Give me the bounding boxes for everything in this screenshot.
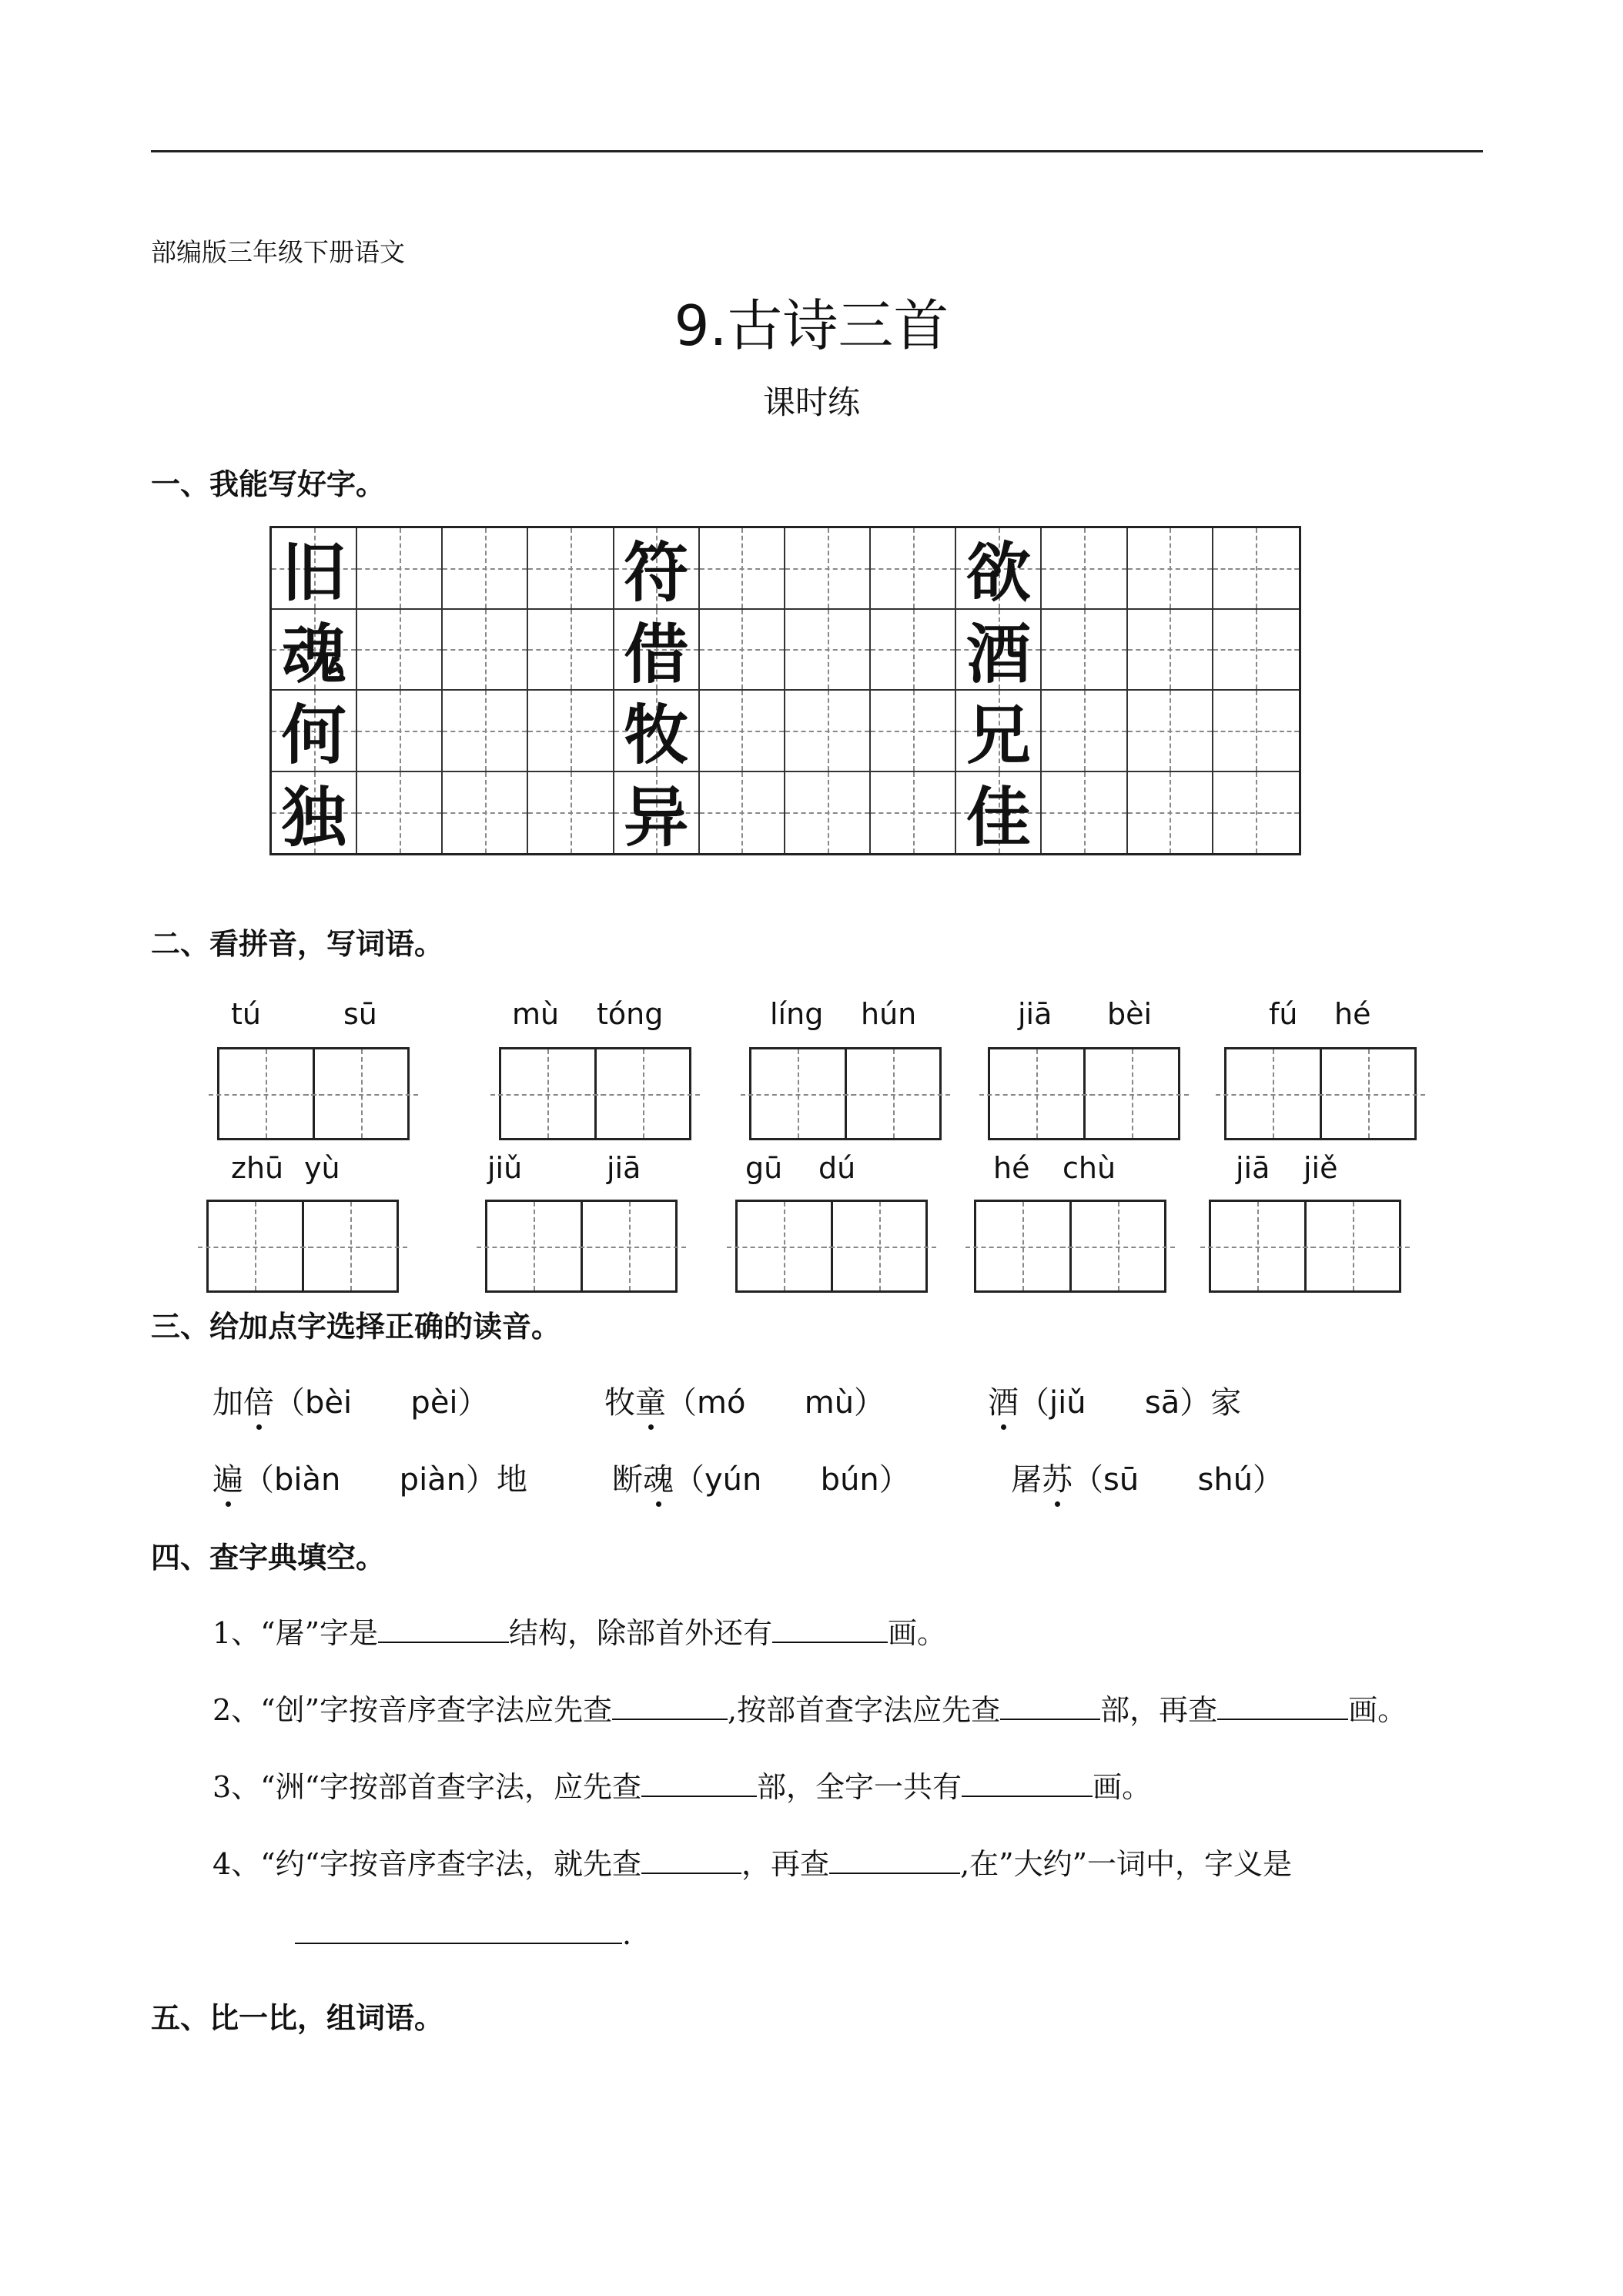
pinyin-syllable: líng	[770, 997, 824, 1031]
writing-grid[interactable]	[269, 526, 1301, 855]
grid-cell[interactable]	[871, 610, 956, 691]
section-2-heading: 二、看拼音，写词语。	[151, 927, 444, 961]
dotted-char: 魂	[643, 1462, 674, 1498]
pinyin-syllable: bèi	[1107, 997, 1153, 1031]
dotted-char: 酒	[988, 1385, 1019, 1421]
section-3-heading: 三、给加点字选择正确的读音。	[151, 1310, 561, 1344]
model-char: 独	[281, 778, 346, 855]
model-char: 何	[281, 697, 346, 774]
grid-cell[interactable]	[443, 772, 528, 854]
option[interactable]: sā）	[1144, 1385, 1211, 1421]
answer-blank[interactable]	[1000, 1718, 1100, 1720]
pinyin-syllable: jiā	[607, 1151, 641, 1185]
grid-cell[interactable]	[357, 528, 443, 610]
grid-cell[interactable]	[272, 691, 357, 772]
grid-cell[interactable]	[700, 691, 785, 772]
model-char: 符	[624, 534, 689, 611]
word-writing-box[interactable]	[1224, 1047, 1417, 1140]
grid-cell[interactable]	[357, 691, 443, 772]
pinyin-syllable: tóng	[597, 997, 664, 1031]
reading-item: 遍（biàn piàn）地	[212, 1462, 528, 1498]
dotted-char: 倍	[243, 1385, 274, 1421]
model-char: 魂	[281, 615, 346, 692]
grid-cell[interactable]	[956, 691, 1042, 772]
option[interactable]: bún）	[820, 1462, 910, 1498]
dotted-char: 童	[635, 1385, 666, 1421]
grid-cell[interactable]	[956, 772, 1042, 854]
model-char: 旧	[281, 534, 346, 611]
grid-cell[interactable]	[1213, 610, 1299, 691]
dictionary-question: 4、“约“字按音序查字法，就先查 ，再查 ,在”大约”一词中，字义是	[212, 1847, 1292, 1881]
grid-cell[interactable]	[272, 528, 357, 610]
grid-cell[interactable]	[528, 691, 614, 772]
model-char: 酒	[965, 615, 1031, 692]
answer-blank[interactable]	[378, 1641, 509, 1643]
grid-cell[interactable]	[443, 610, 528, 691]
grid-cell[interactable]	[528, 528, 614, 610]
reading-item: 屠苏（sū shú）	[1011, 1462, 1284, 1498]
grid-cell[interactable]	[785, 691, 871, 772]
pinyin-syllable: hé	[1334, 997, 1371, 1031]
word-writing-box[interactable]	[974, 1200, 1166, 1293]
grid-cell[interactable]	[1128, 691, 1213, 772]
pinyin-syllable: mù	[512, 997, 560, 1031]
option[interactable]: （jiǔ	[1019, 1385, 1086, 1421]
reading-item: 酒（jiǔ sā）家	[988, 1385, 1242, 1421]
grid-cell[interactable]	[357, 772, 443, 854]
option[interactable]: （yún	[674, 1462, 762, 1498]
grid-cell[interactable]	[272, 610, 357, 691]
grid-cell[interactable]	[272, 772, 357, 854]
model-char: 异	[624, 778, 689, 855]
grid-cell[interactable]	[1128, 528, 1213, 610]
grid-cell[interactable]	[785, 772, 871, 854]
dictionary-question: 3、“洲“字按部首查字法，应先查 部，全字一共有 画。	[212, 1770, 1152, 1804]
grid-cell[interactable]	[528, 610, 614, 691]
answer-blank[interactable]	[1217, 1718, 1348, 1720]
grid-cell[interactable]	[1042, 610, 1127, 691]
answer-blank[interactable]	[772, 1641, 888, 1643]
grid-cell[interactable]	[443, 528, 528, 610]
option[interactable]: piàn）	[399, 1462, 497, 1498]
grid-cell[interactable]	[1128, 610, 1213, 691]
word-writing-box[interactable]	[217, 1047, 410, 1140]
grid-cell[interactable]	[1042, 528, 1127, 610]
option[interactable]: pèi）	[410, 1385, 489, 1421]
pinyin-syllable: jiā	[1018, 997, 1052, 1031]
model-char: 牧	[624, 697, 689, 774]
pinyin-syllable: chù	[1062, 1151, 1116, 1185]
option[interactable]: mù）	[804, 1385, 885, 1421]
word-writing-box[interactable]	[988, 1047, 1180, 1140]
reading-item: 断魂（yún bún）	[612, 1462, 910, 1498]
grid-cell[interactable]	[528, 772, 614, 854]
grid-cell[interactable]	[1042, 772, 1127, 854]
grid-cell[interactable]	[956, 610, 1042, 691]
pinyin-syllable: zhū	[231, 1151, 284, 1185]
grid-cell[interactable]	[871, 691, 956, 772]
pinyin-syllable: sū	[343, 997, 377, 1031]
model-char: 借	[624, 615, 689, 692]
option[interactable]: shú）	[1197, 1462, 1284, 1498]
pinyin-syllable: hún	[861, 997, 917, 1031]
reading-item: 加倍（bèi pèi）	[212, 1385, 489, 1421]
grid-cell[interactable]	[1213, 772, 1299, 854]
grid-cell[interactable]	[700, 528, 785, 610]
grid-cell[interactable]	[871, 772, 956, 854]
grid-cell[interactable]	[614, 528, 700, 610]
section-5-heading: 五、比一比，组词语。	[151, 2001, 444, 2035]
grid-cell[interactable]	[443, 691, 528, 772]
grid-cell[interactable]	[871, 528, 956, 610]
section-1-heading: 一、我能写好字。	[151, 467, 386, 501]
answer-blank[interactable]	[641, 1795, 757, 1797]
word-writing-box[interactable]	[735, 1200, 928, 1293]
grid-cell[interactable]	[1213, 691, 1299, 772]
grid-cell[interactable]	[614, 772, 700, 854]
option[interactable]: （biàn	[243, 1462, 341, 1498]
pinyin-syllable: tú	[231, 997, 261, 1031]
grid-cell[interactable]	[357, 610, 443, 691]
word-writing-box[interactable]	[1209, 1200, 1401, 1293]
grid-cell[interactable]	[785, 610, 871, 691]
grid-cell[interactable]	[785, 528, 871, 610]
answer-blank[interactable]	[829, 1872, 960, 1874]
pinyin-syllable: jiě	[1303, 1151, 1338, 1185]
answer-blank[interactable]	[962, 1795, 1093, 1797]
dotted-char: 遍	[212, 1462, 243, 1498]
word-writing-box[interactable]	[485, 1200, 678, 1293]
pinyin-syllable: yù	[304, 1151, 340, 1185]
grid-cell[interactable]	[1042, 691, 1127, 772]
top-rule	[151, 150, 1483, 152]
grid-cell[interactable]	[956, 528, 1042, 610]
model-char: 兄	[965, 697, 1031, 774]
reading-item: 牧童（mó mù）	[604, 1385, 885, 1421]
dictionary-question-continuation: .	[295, 1917, 631, 1951]
dictionary-question: 1、“屠”字是 结构，除部首外还有 画。	[212, 1616, 947, 1650]
grid-cell[interactable]	[700, 772, 785, 854]
answer-blank[interactable]	[641, 1872, 741, 1874]
word-writing-box[interactable]	[206, 1200, 399, 1293]
word-writing-box[interactable]	[749, 1047, 942, 1140]
grid-cell[interactable]	[700, 610, 785, 691]
pinyin-syllable: gū	[745, 1151, 783, 1185]
pinyin-syllable: jiā	[1236, 1151, 1270, 1185]
dotted-char: 苏	[1042, 1462, 1073, 1498]
option[interactable]: （mó	[666, 1385, 746, 1421]
grid-cell[interactable]	[614, 691, 700, 772]
grid-cell[interactable]	[1213, 528, 1299, 610]
model-char: 欲	[965, 534, 1031, 611]
textbook-subtitle: 部编版三年级下册语文	[151, 237, 405, 267]
grid-cell[interactable]	[614, 610, 700, 691]
word-writing-box[interactable]	[499, 1047, 691, 1140]
lesson-label: 课时练	[762, 383, 860, 421]
answer-blank[interactable]	[612, 1718, 728, 1720]
option[interactable]: （bèi	[274, 1385, 353, 1421]
answer-blank[interactable]	[295, 1942, 622, 1944]
pinyin-syllable: dú	[818, 1151, 856, 1185]
pinyin-syllable: fú	[1269, 997, 1298, 1031]
grid-cell[interactable]	[1128, 772, 1213, 854]
model-char: 佳	[965, 778, 1031, 855]
page-title: 9.古诗三首	[674, 293, 949, 358]
option[interactable]: （sū	[1073, 1462, 1139, 1498]
pinyin-syllable: hé	[993, 1151, 1030, 1185]
section-4-heading: 四、查字典填空。	[151, 1541, 386, 1575]
dictionary-question: 2、“创”字按音序查字法应先查 ,按部首查字法应先查 部，再查 画。	[212, 1693, 1407, 1727]
pinyin-syllable: jiǔ	[487, 1151, 523, 1185]
